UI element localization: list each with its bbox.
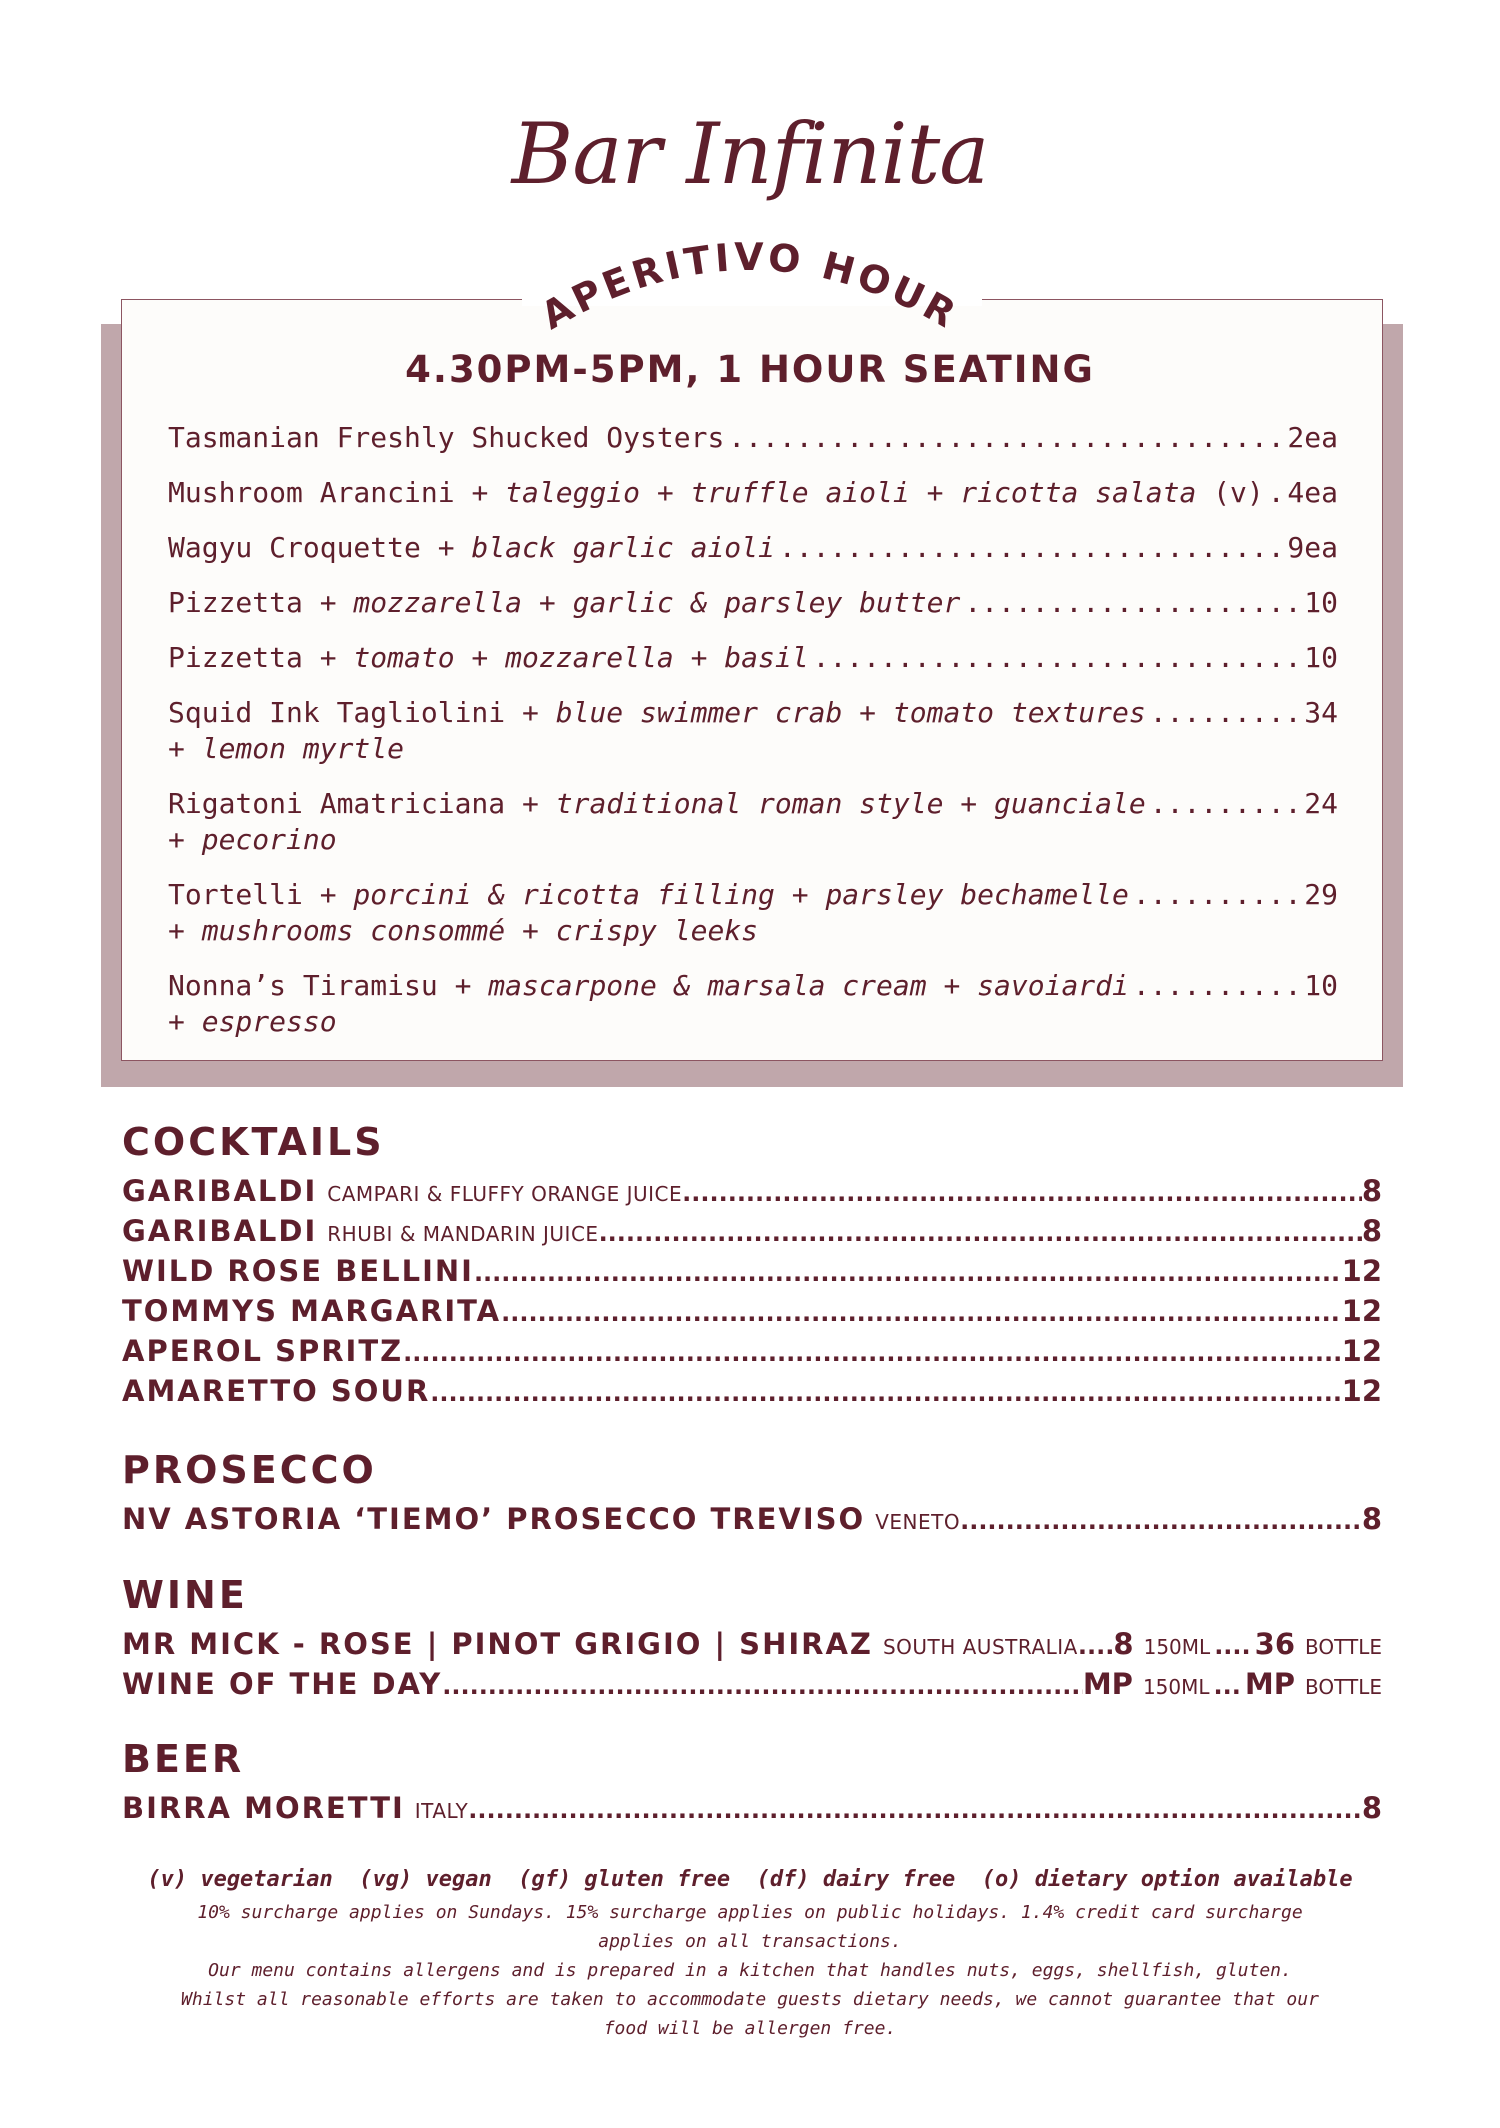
dot-leader xyxy=(960,1507,1362,1535)
beer-section xyxy=(122,1737,1382,1831)
food-name: Nonna’s Tiramisu xyxy=(168,969,455,1002)
food-item xyxy=(168,695,1338,767)
food-line xyxy=(168,968,1338,1004)
dot-leader xyxy=(813,640,1301,676)
footer-line: Our menu contains allergens and is prepared in a kitchen that handles nuts, eggs, shellfish, gluten. xyxy=(208,1960,1292,1981)
drink-name: MR MICK - ROSE | PINOT GRIGIO | SHIRAZ xyxy=(122,1627,873,1661)
dot-leader xyxy=(728,420,1283,456)
dietary-legend: (v) vegetarian (vg) vegan (gf) gluten free (df) dairy free (o) dietary option available xyxy=(147,1867,1353,1892)
drink-row xyxy=(122,1627,1382,1667)
drink-name: NV ASTORIA ‘TIEMO’ PROSECCO TREVISO xyxy=(122,1502,866,1536)
drink-name: GARIBALDI xyxy=(122,1214,318,1248)
drink-price: 12 xyxy=(1341,1294,1382,1328)
food-item xyxy=(168,786,1338,858)
food-price: 9ea xyxy=(1287,531,1338,564)
prosecco-section xyxy=(122,1448,1382,1542)
drink-note: CAMPARI & FLUFFY ORANGE JUICE xyxy=(327,1182,683,1206)
food-description-continued: + espresso xyxy=(168,1005,337,1038)
dot-leader xyxy=(779,530,1284,566)
drink-row xyxy=(122,1174,1382,1214)
svg-text:APERITIVO HOUR xyxy=(534,235,967,338)
drink-name: AMARETTO SOUR xyxy=(122,1374,431,1408)
dot-leader xyxy=(1268,475,1284,511)
food-price: 10 xyxy=(1304,586,1338,619)
dot-leader xyxy=(964,585,1300,621)
dot-leader xyxy=(599,1219,1362,1247)
cocktails-title: COCKTAILS xyxy=(122,1120,385,1164)
food-line xyxy=(168,420,1338,456)
food-description-continued: + lemon myrtle xyxy=(168,732,405,765)
food-item xyxy=(168,640,1338,676)
menu-footer xyxy=(130,1867,1370,2043)
food-price: 10 xyxy=(1304,969,1338,1002)
footer-line: Whilst all reasonable efforts are taken to accommodate guests dietary needs, we cannot guarantee that our xyxy=(181,1989,1319,2010)
drink-price: 8 xyxy=(1113,1627,1134,1661)
food-line xyxy=(168,475,1338,511)
drink-bottle-price: 36 xyxy=(1254,1627,1296,1661)
food-price: 2ea xyxy=(1287,421,1338,454)
food-description-continued: + mushrooms consommé + crispy leeks xyxy=(168,914,759,947)
food-item xyxy=(168,420,1338,456)
food-price: 4ea xyxy=(1287,476,1338,509)
food-description: + taleggio + truffle aioli + ricotta salata xyxy=(471,476,1197,509)
cocktails-section xyxy=(122,1120,1382,1414)
drink-row xyxy=(122,1791,1382,1831)
drink-name: TOMMYS MARGARITA xyxy=(122,1294,502,1328)
drink-price: 8 xyxy=(1361,1214,1382,1248)
drink-price: 8 xyxy=(1361,1174,1382,1208)
drink-name: BIRRA MORETTI xyxy=(122,1791,405,1825)
drink-row xyxy=(122,1667,1382,1707)
food-price: 34 xyxy=(1304,696,1338,729)
food-description: + traditional roman style + guanciale xyxy=(522,787,1146,820)
drink-bottle-price: MP xyxy=(1244,1667,1296,1701)
food-item xyxy=(168,530,1338,566)
dot-leader xyxy=(403,1339,1342,1367)
food-name: Pizzetta xyxy=(168,586,320,619)
drink-row xyxy=(122,1374,1382,1414)
food-name: Squid Ink Tagliolini xyxy=(168,696,523,729)
dot-leader xyxy=(1150,695,1301,731)
dot-leader: ... xyxy=(1213,1672,1241,1700)
dot-leader xyxy=(430,1379,1341,1407)
dot-leader xyxy=(1078,1632,1114,1660)
drink-price: 12 xyxy=(1341,1374,1382,1408)
food-name: Rigatoni Amatriciana xyxy=(168,787,523,820)
drink-note: VENETO xyxy=(875,1510,961,1534)
food-description: + tomato + mozzarella + basil xyxy=(319,641,809,674)
drink-row xyxy=(122,1502,1382,1542)
dot-leader xyxy=(442,1672,1083,1700)
food-description: + porcini & ricotta filling + parsley bechamelle xyxy=(319,878,1129,911)
food-line xyxy=(168,530,1338,566)
food-description: + mozzarella + garlic & parsley butter xyxy=(319,586,961,619)
footer-line: 10% surcharge applies on Sundays. 15% surcharge applies on public holidays. 1.4% credit card surcharge xyxy=(197,1902,1303,1923)
food-name: Pizzetta xyxy=(168,641,320,674)
food-price: 10 xyxy=(1304,641,1338,674)
drink-name: WINE OF THE DAY xyxy=(122,1667,443,1701)
drink-price: MP xyxy=(1082,1667,1133,1701)
food-item xyxy=(168,877,1338,949)
food-description: + mascarpone & marsala cream + savoiardi xyxy=(454,969,1129,1002)
dot-leader xyxy=(501,1299,1342,1327)
wine-section xyxy=(122,1573,1382,1707)
drink-name: APEROL SPRITZ xyxy=(122,1334,404,1368)
dot-leader xyxy=(1133,877,1300,913)
drink-row xyxy=(122,1214,1382,1254)
food-name: Mushroom Arancini xyxy=(168,476,472,509)
food-name: Tasmanian Freshly Shucked Oysters xyxy=(168,421,725,454)
aperitivo-title: APERITIVO HOUR xyxy=(533,234,967,338)
food-item xyxy=(168,585,1338,621)
drink-price: 8 xyxy=(1361,1791,1382,1825)
drink-unit: 150ML xyxy=(1143,1635,1211,1659)
dietary-tag: (v) xyxy=(1196,476,1264,509)
food-description: + black garlic aioli xyxy=(437,531,775,564)
food-price: 29 xyxy=(1304,878,1338,911)
drink-name: WILD ROSE BELLINI xyxy=(122,1254,474,1288)
beer-list xyxy=(122,1791,1382,1831)
drink-price: 12 xyxy=(1341,1334,1382,1368)
food-name: Tortelli xyxy=(168,878,320,911)
dot-leader xyxy=(682,1179,1362,1207)
food-item xyxy=(168,968,1338,1040)
aperitivo-food-list xyxy=(168,420,1338,1059)
wine-title: WINE xyxy=(122,1573,248,1617)
drink-price: 12 xyxy=(1341,1254,1382,1288)
dot-leader xyxy=(468,1796,1362,1824)
prosecco-list xyxy=(122,1502,1382,1542)
food-description-continued: + pecorino xyxy=(168,823,337,856)
drink-row xyxy=(122,1294,1382,1334)
dot-leader xyxy=(474,1259,1342,1287)
food-price: 24 xyxy=(1304,787,1338,820)
bar-infinita-logo: Bar Infinita xyxy=(511,105,989,203)
food-line xyxy=(168,786,1338,822)
cocktails-list xyxy=(122,1174,1382,1414)
food-line xyxy=(168,695,1338,731)
wine-list xyxy=(122,1627,1382,1707)
dot-leader: .... xyxy=(1214,1632,1251,1660)
dot-leader xyxy=(1133,968,1300,1004)
drink-unit: BOTTLE xyxy=(1305,1635,1382,1659)
footer-line: applies on all transactions. xyxy=(598,1931,902,1952)
food-line xyxy=(168,585,1338,621)
drink-unit: 150ML xyxy=(1142,1675,1210,1699)
food-line xyxy=(168,877,1338,913)
drink-row xyxy=(122,1334,1382,1374)
footer-line: food will be allergen free. xyxy=(603,2018,897,2039)
aperitivo-hour-heading xyxy=(533,225,967,345)
drink-name: GARIBALDI xyxy=(122,1174,318,1208)
drink-note: ITALY xyxy=(414,1799,469,1823)
food-name: Wagyu Croquette xyxy=(168,531,438,564)
drink-note: SOUTH AUSTRALIA xyxy=(882,1635,1078,1659)
food-description: + blue swimmer crab + tomato textures xyxy=(522,696,1146,729)
drink-row xyxy=(122,1254,1382,1294)
prosecco-title: PROSECCO xyxy=(122,1448,377,1492)
drink-price: 8 xyxy=(1361,1502,1382,1536)
food-line xyxy=(168,640,1338,676)
dot-leader xyxy=(1150,786,1301,822)
drink-note: RHUBI & MANDARIN JUICE xyxy=(327,1222,599,1246)
drink-unit: BOTTLE xyxy=(1305,1675,1382,1699)
beer-title: BEER xyxy=(122,1737,245,1781)
food-item xyxy=(168,475,1338,511)
seating-times: 4.30PM-5PM, 1 HOUR SEATING xyxy=(405,348,1095,391)
